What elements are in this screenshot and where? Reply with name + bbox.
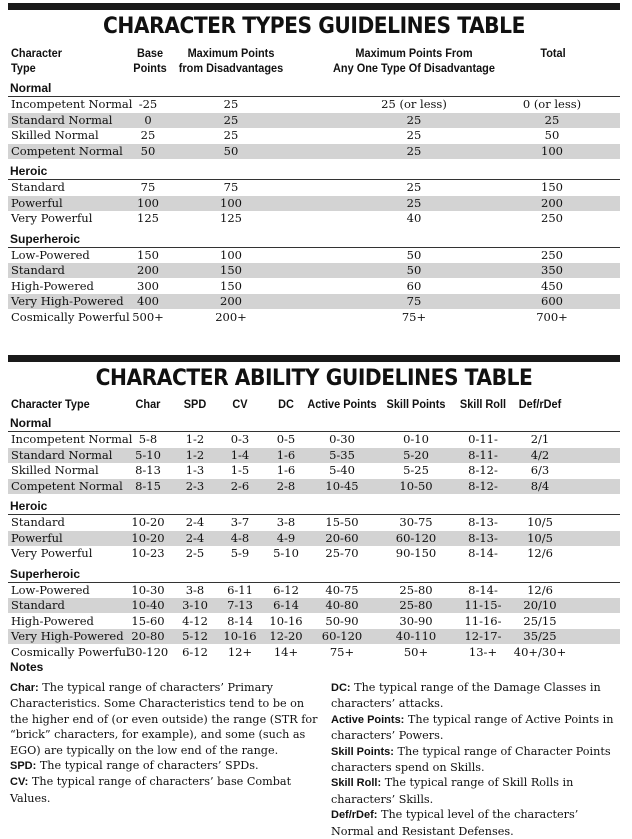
row-cell: 2-4 bbox=[185, 515, 205, 529]
table-row bbox=[8, 97, 620, 112]
row-cell: -25 bbox=[138, 97, 158, 111]
row-cell: 6-11 bbox=[227, 582, 253, 597]
row-cell: 2-3 bbox=[185, 478, 205, 493]
row-cell: 60-120 bbox=[321, 629, 363, 643]
table-row bbox=[8, 263, 620, 278]
header-def-rdef: Def/rDef bbox=[518, 399, 562, 411]
row-cell: 0-10 bbox=[403, 432, 429, 446]
row-name: Competent Normal bbox=[11, 478, 123, 493]
header-max-disadvantages: Maximum Points from Disadvantages bbox=[178, 48, 284, 75]
row-cell: 50 bbox=[544, 128, 560, 142]
row-cell: 25 bbox=[406, 195, 422, 210]
row-cell: 75+ bbox=[401, 309, 427, 324]
row-cell: 8-12- bbox=[468, 463, 498, 477]
row-name: High-Powered bbox=[11, 278, 94, 293]
row-name: Very Powerful bbox=[11, 211, 93, 225]
row-cell: 8-14- bbox=[468, 546, 498, 560]
row-cell: 50 bbox=[406, 247, 422, 262]
row-cell: 200 bbox=[220, 294, 242, 308]
note-entry bbox=[331, 744, 623, 776]
row-name: Powerful bbox=[11, 195, 63, 210]
header-spd: SPD bbox=[183, 399, 207, 411]
note-entry bbox=[10, 758, 320, 774]
row-cell: 4-9 bbox=[276, 530, 296, 545]
row-name: Very Powerful bbox=[11, 546, 93, 560]
notes-right-column bbox=[331, 680, 623, 839]
header-skill-points: Skill Points bbox=[386, 399, 446, 411]
row-cell: 8-14 bbox=[227, 613, 253, 628]
row-cell: 75 bbox=[406, 294, 422, 308]
row-cell: 25-80 bbox=[399, 598, 433, 612]
row-cell: 2-5 bbox=[185, 546, 205, 560]
header-total: Total bbox=[540, 48, 566, 60]
section-label: Heroic bbox=[10, 499, 48, 513]
row-cell: 6-14 bbox=[273, 598, 299, 612]
row-name: Low-Powered bbox=[11, 247, 90, 262]
note-term: DC: bbox=[331, 682, 351, 694]
table-row bbox=[8, 515, 620, 530]
row-cell: 0 (or less) bbox=[522, 97, 582, 111]
row-cell: 10-45 bbox=[325, 478, 359, 493]
row-cell: 40-80 bbox=[325, 598, 359, 612]
table-row bbox=[8, 144, 620, 159]
table-row bbox=[8, 629, 620, 644]
row-cell: 200 bbox=[137, 263, 159, 277]
table-row bbox=[8, 248, 620, 263]
row-cell: 25 bbox=[223, 128, 239, 142]
row-cell: 25-70 bbox=[325, 546, 359, 560]
row-cell: 5-35 bbox=[329, 447, 355, 462]
header-dc: DC bbox=[278, 399, 294, 411]
row-cell: 5-40 bbox=[329, 463, 355, 477]
row-name: Very High-Powered bbox=[11, 629, 124, 643]
row-cell: 75 bbox=[223, 180, 239, 194]
note-term: Skill Roll: bbox=[331, 777, 382, 790]
row-cell: 25 bbox=[406, 143, 422, 158]
row-cell: 125 bbox=[137, 211, 159, 225]
row-cell: 150 bbox=[220, 278, 242, 293]
header-character-type: Character Type bbox=[11, 48, 63, 75]
note-entry bbox=[10, 774, 320, 806]
row-cell: 25 bbox=[544, 112, 560, 127]
row-cell: 12/6 bbox=[527, 546, 553, 560]
ability-table-title: CHARACTER ABILITY GUIDELINES TABLE bbox=[95, 366, 533, 391]
row-cell: 30-90 bbox=[399, 613, 433, 628]
table-row bbox=[8, 310, 620, 325]
table-row bbox=[8, 546, 620, 561]
row-cell: 10-30 bbox=[131, 582, 165, 597]
row-cell: 100 bbox=[220, 247, 242, 262]
row-cell: 250 bbox=[541, 211, 563, 225]
row-cell: 8-13- bbox=[468, 515, 498, 529]
row-cell: 150 bbox=[137, 247, 159, 262]
table-row bbox=[8, 463, 620, 478]
row-name: Powerful bbox=[11, 530, 63, 545]
row-cell: 6-12 bbox=[273, 582, 299, 597]
row-cell: 0-11- bbox=[468, 432, 498, 446]
table-row bbox=[8, 598, 620, 613]
row-cell: 5-10 bbox=[273, 546, 299, 560]
note-term: SPD: bbox=[10, 760, 37, 773]
note-text: The typical level of the characters’ Normal and Resistant Defenses. bbox=[331, 808, 579, 838]
row-cell: 0-3 bbox=[230, 432, 250, 446]
row-cell: 8-12- bbox=[468, 478, 498, 493]
row-cell: 12/6 bbox=[527, 582, 553, 597]
row-cell: 450 bbox=[541, 278, 563, 293]
row-cell: 50 bbox=[223, 143, 239, 158]
row-name: Skilled Normal bbox=[11, 128, 99, 142]
row-name: Cosmically Powerful bbox=[11, 309, 130, 324]
row-name: Standard bbox=[11, 515, 65, 529]
row-cell: 0-30 bbox=[329, 432, 355, 446]
row-cell: 10/5 bbox=[527, 530, 553, 545]
row-cell: 1-6 bbox=[276, 447, 296, 462]
row-cell: 4-12 bbox=[182, 613, 208, 628]
row-cell: 100 bbox=[220, 195, 242, 210]
row-cell: 8-14- bbox=[468, 582, 498, 597]
top-bar bbox=[8, 3, 620, 10]
row-cell: 20/10 bbox=[523, 598, 557, 612]
row-cell: 40 bbox=[406, 211, 422, 225]
table-row bbox=[8, 180, 620, 195]
note-entry bbox=[10, 680, 320, 758]
row-cell: 75 bbox=[140, 180, 156, 194]
row-cell: 3-8 bbox=[185, 582, 205, 597]
row-cell: 40-75 bbox=[325, 582, 359, 597]
row-cell: 250 bbox=[541, 247, 563, 262]
row-cell: 13-+ bbox=[468, 644, 498, 659]
row-cell: 6/3 bbox=[530, 463, 550, 477]
row-cell: 60-120 bbox=[395, 530, 437, 545]
note-entry bbox=[331, 807, 623, 839]
row-cell: 1-6 bbox=[276, 463, 296, 477]
middle-bar bbox=[8, 355, 620, 362]
row-cell: 5-9 bbox=[230, 546, 250, 560]
row-cell: 15-60 bbox=[131, 613, 165, 628]
row-cell: 11-16- bbox=[464, 613, 502, 628]
row-cell: 7-13 bbox=[227, 598, 253, 612]
note-entry bbox=[331, 680, 623, 712]
row-cell: 3-7 bbox=[230, 515, 250, 529]
note-term: Def/rDef: bbox=[331, 809, 378, 822]
row-name: High-Powered bbox=[11, 613, 94, 628]
row-cell: 300 bbox=[137, 278, 159, 293]
row-name: Standard Normal bbox=[11, 447, 113, 462]
row-cell: 8-13- bbox=[468, 530, 498, 545]
row-cell: 20-60 bbox=[325, 530, 359, 545]
row-name: Standard Normal bbox=[11, 112, 113, 127]
row-cell: 5-10 bbox=[135, 447, 161, 462]
row-cell: 3-10 bbox=[182, 598, 208, 612]
note-term: Skill Points: bbox=[331, 745, 394, 758]
row-cell: 200+ bbox=[215, 309, 247, 324]
row-cell: 200 bbox=[541, 195, 563, 210]
row-cell: 10-20 bbox=[131, 515, 165, 529]
note-text: The typical range of characters’ base Combat Values. bbox=[10, 775, 292, 805]
row-cell: 30-120 bbox=[127, 644, 169, 659]
row-cell: 100 bbox=[541, 143, 563, 158]
header-char: Char bbox=[135, 399, 161, 411]
row-cell: 25 bbox=[223, 112, 239, 127]
section-label: Normal bbox=[10, 81, 52, 95]
row-cell: 700+ bbox=[536, 309, 568, 324]
row-cell: 25/15 bbox=[523, 613, 557, 628]
table-row bbox=[8, 128, 620, 143]
row-cell: 5-8 bbox=[138, 432, 158, 446]
table-row bbox=[8, 294, 620, 309]
table-row bbox=[8, 479, 620, 494]
note-text: The typical range of characters’ Primary Characteristics. Some Characteristics tend to be on the higher end of (or even outside) the range (STR for “brick” characters, for example), and some (such as EGO) are typically on the low end of the range. bbox=[10, 681, 318, 757]
row-cell: 3-8 bbox=[276, 515, 296, 529]
table-row bbox=[8, 113, 620, 128]
section-label: Superheroic bbox=[10, 231, 81, 246]
row-cell: 8-15 bbox=[135, 478, 161, 493]
row-cell: 1-2 bbox=[185, 447, 205, 462]
row-cell: 150 bbox=[541, 180, 563, 194]
table-row bbox=[8, 432, 620, 447]
note-term: Char: bbox=[10, 682, 39, 694]
note-text: The typical range of Active Points in characters’ Powers. bbox=[331, 712, 614, 743]
note-text: The typical range of the Damage Classes in characters’ attacks. bbox=[331, 681, 601, 711]
header-cv: CV bbox=[232, 399, 248, 411]
row-cell: 25 bbox=[406, 180, 422, 194]
row-cell: 15-50 bbox=[325, 515, 359, 529]
row-cell: 25-80 bbox=[399, 582, 433, 597]
header-ability-character-type: Character Type bbox=[11, 399, 90, 411]
row-name: Standard bbox=[11, 598, 65, 612]
row-cell: 8-13 bbox=[135, 463, 161, 477]
row-cell: 4/2 bbox=[530, 447, 550, 462]
row-cell: 0-5 bbox=[276, 432, 296, 446]
section-label: Heroic bbox=[10, 164, 48, 178]
table-row bbox=[8, 448, 620, 463]
table-row bbox=[8, 583, 620, 598]
row-cell: 500+ bbox=[132, 309, 164, 324]
note-text: The typical range of Character Points characters spend on Skills. bbox=[331, 744, 611, 775]
row-cell: 350 bbox=[541, 263, 563, 277]
row-cell: 75+ bbox=[329, 644, 355, 659]
row-cell: 8/4 bbox=[530, 478, 550, 493]
row-cell: 50 bbox=[140, 143, 156, 158]
note-entry bbox=[331, 712, 623, 744]
row-cell: 125 bbox=[220, 211, 242, 225]
row-cell: 1-3 bbox=[185, 463, 205, 477]
row-cell: 10-16 bbox=[223, 629, 257, 643]
row-cell: 10-16 bbox=[269, 613, 303, 628]
types-table-title: CHARACTER TYPES GUIDELINES TABLE bbox=[103, 14, 525, 39]
row-cell: 25 bbox=[406, 128, 422, 142]
row-name: Standard bbox=[11, 180, 65, 194]
row-cell: 2-8 bbox=[276, 478, 296, 493]
row-cell: 10-23 bbox=[131, 546, 165, 560]
row-cell: 25 bbox=[223, 97, 239, 111]
row-cell: 35/25 bbox=[523, 629, 557, 643]
note-text: The typical range of characters’ SPDs. bbox=[39, 759, 259, 773]
row-cell: 1-5 bbox=[230, 463, 250, 477]
note-term: CV: bbox=[10, 776, 29, 789]
note-term: Active Points: bbox=[331, 713, 405, 726]
row-cell: 4-8 bbox=[230, 530, 250, 545]
row-cell: 10/5 bbox=[527, 515, 553, 529]
row-cell: 12-20 bbox=[269, 629, 303, 643]
row-cell: 12-17- bbox=[464, 629, 502, 643]
table-row bbox=[8, 614, 620, 629]
row-cell: 50 bbox=[406, 263, 422, 277]
row-name: Cosmically Powerful bbox=[11, 644, 130, 659]
row-cell: 11-15- bbox=[464, 598, 502, 612]
row-cell: 10-40 bbox=[131, 598, 165, 612]
row-cell: 25 bbox=[140, 128, 156, 142]
row-cell: 2-4 bbox=[185, 530, 205, 545]
section-label: Normal bbox=[10, 416, 52, 430]
row-cell: 12+ bbox=[227, 644, 253, 659]
row-cell: 600 bbox=[541, 294, 563, 308]
row-cell: 0 bbox=[144, 112, 152, 127]
row-cell: 40-110 bbox=[395, 629, 437, 643]
table-row bbox=[8, 196, 620, 211]
row-cell: 25 (or less) bbox=[381, 97, 447, 111]
row-cell: 90-150 bbox=[395, 546, 437, 560]
table-row bbox=[8, 279, 620, 294]
row-name: Skilled Normal bbox=[11, 463, 99, 477]
note-entry bbox=[331, 775, 623, 807]
row-name: Competent Normal bbox=[11, 143, 123, 158]
row-cell: 2/1 bbox=[530, 432, 550, 446]
header-base-points: Base Points bbox=[133, 48, 167, 75]
row-cell: 5-25 bbox=[403, 463, 429, 477]
row-name: Incompetent Normal bbox=[11, 97, 133, 111]
row-cell: 60 bbox=[406, 278, 422, 293]
row-cell: 20-80 bbox=[131, 629, 165, 643]
row-name: Low-Powered bbox=[11, 582, 90, 597]
row-cell: 10-50 bbox=[399, 478, 433, 493]
table-row bbox=[8, 531, 620, 546]
row-cell: 14+ bbox=[273, 644, 299, 659]
row-name: Very High-Powered bbox=[11, 294, 124, 308]
row-cell: 2-6 bbox=[230, 478, 250, 493]
row-cell: 150 bbox=[220, 263, 242, 277]
table-row bbox=[8, 645, 620, 660]
section-label: Superheroic bbox=[10, 566, 81, 581]
row-name: Incompetent Normal bbox=[11, 432, 133, 446]
row-cell: 6-12 bbox=[182, 644, 208, 659]
row-cell: 8-11- bbox=[468, 447, 498, 462]
row-cell: 50-90 bbox=[325, 613, 359, 628]
row-cell: 5-12 bbox=[182, 629, 208, 643]
row-cell: 100 bbox=[137, 195, 159, 210]
row-cell: 50+ bbox=[403, 644, 429, 659]
notes-left-column bbox=[10, 680, 320, 806]
row-cell: 40+/30+ bbox=[513, 644, 567, 659]
header-max-one-type: Maximum Points From Any One Type Of Disadvantage bbox=[333, 48, 495, 75]
row-cell: 1-4 bbox=[230, 447, 250, 462]
table-row bbox=[8, 211, 620, 226]
header-skill-roll: Skill Roll bbox=[459, 399, 507, 411]
header-active-points: Active Points bbox=[307, 399, 377, 411]
note-text: The typical range of Skill Rolls in characters’ Skills. bbox=[331, 776, 574, 806]
row-cell: 1-2 bbox=[185, 432, 205, 446]
notes-heading: Notes bbox=[10, 660, 44, 674]
row-cell: 400 bbox=[137, 294, 159, 308]
row-cell: 30-75 bbox=[399, 515, 433, 529]
row-cell: 25 bbox=[406, 112, 422, 127]
row-cell: 5-20 bbox=[403, 447, 429, 462]
row-cell: 10-20 bbox=[131, 530, 165, 545]
row-name: Standard bbox=[11, 263, 65, 277]
